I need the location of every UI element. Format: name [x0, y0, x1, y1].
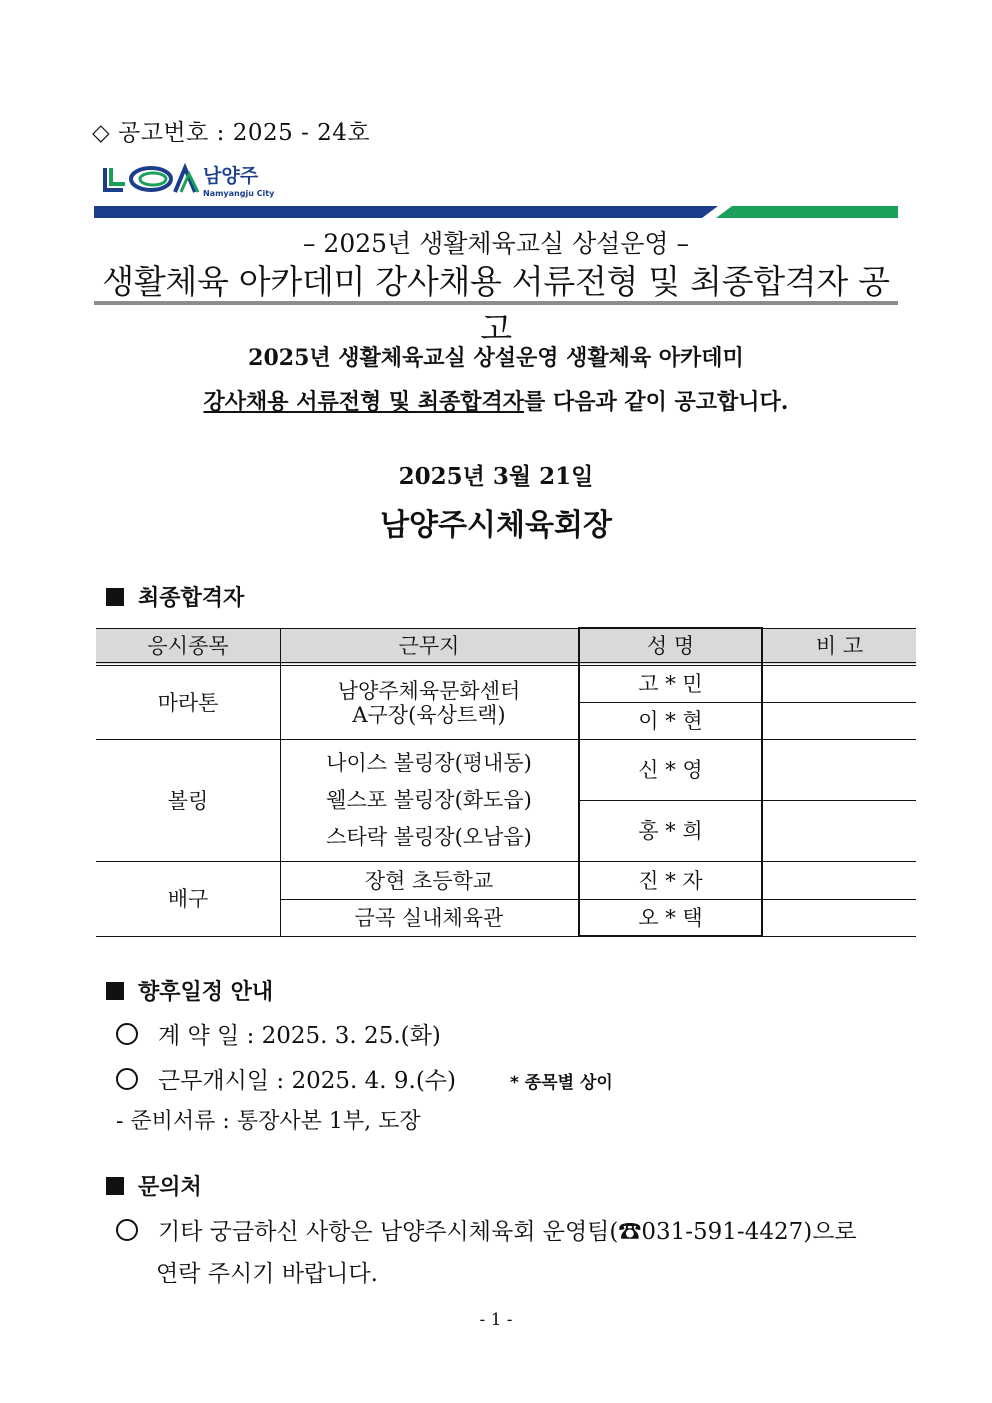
square-bullet-icon [106, 982, 124, 1000]
intro-rest: 를 다음과 같이 공고합니다. [524, 389, 789, 415]
square-bullet-icon [106, 1177, 124, 1195]
sport-cell: 배구 [167, 887, 209, 911]
subtitle: – 2025년 생활체육교실 상설운영 – [302, 229, 690, 258]
sport-cell: 마라톤 [157, 690, 219, 715]
workplace-line: 남양주체육문화센터 [337, 678, 521, 703]
circle-bullet-icon [116, 1023, 138, 1045]
square-bullet-icon [106, 588, 124, 606]
schedule-contract: 계 약 일 : 2025. 3. 25.(화) [116, 1017, 441, 1050]
page-title: 생활체육 아카데미 강사채용 서류전형 및 최종합격자 공고 [102, 262, 890, 348]
contact-line-1: 기타 궁금하신 사항은 남양주시체육회 운영팀(☎031-591-4427)으로 [116, 1213, 857, 1246]
section-schedule [106, 975, 273, 1006]
header-name: 성 명 [646, 634, 695, 658]
workplace-cell: 금곡 실내체육관 [354, 906, 504, 930]
header-workplace: 근무지 [398, 634, 460, 658]
schedule-documents: - 준비서류 : 통장사본 1부, 도장 [116, 1109, 421, 1134]
name-cell: 진 * 자 [638, 868, 703, 893]
organization: 남양주시체육회장 [380, 508, 612, 543]
notice-number: ◇ 공고번호 : 2025 - 24호 [92, 120, 371, 146]
logo-name: 남양주 [203, 165, 259, 187]
section-contact [106, 1170, 202, 1201]
header-remark: 비 고 [815, 634, 864, 658]
section-title: 향후일정 안내 [138, 979, 274, 1005]
workplace-cell [280, 666, 578, 739]
name-cell: 오 * 택 [638, 906, 703, 930]
workplace-line: 스타락 볼링장(오남읍) [326, 825, 532, 849]
name-cell: 신 * 영 [638, 758, 703, 782]
workplace-line: 나이스 볼링장(평내동) [326, 751, 532, 775]
intro-line-2 [94, 385, 898, 416]
intro-line-1: 2025년 생활체육교실 상설운영 생활체육 아카데미 [248, 345, 744, 371]
schedule-start: 근무개시일 : 2025. 4. 9.(수) [116, 1062, 456, 1095]
logo-subtitle: Namyangju City [203, 189, 275, 198]
page-number: - 1 - [479, 1310, 513, 1330]
name-cell: 홍 * 희 [638, 819, 703, 843]
name-cell: 이 * 현 [638, 709, 703, 733]
circle-bullet-icon [116, 1068, 138, 1090]
sport-cell: 볼링 [167, 788, 209, 813]
section-final [106, 581, 244, 612]
section-title: 최종합격자 [138, 585, 245, 611]
workplace-line: 웰스포 볼링장(화도읍) [326, 788, 532, 812]
contact-line-2: 연락 주시기 바랍니다. [156, 1261, 378, 1287]
workplace-line: A구장(육상트랙) [352, 702, 506, 727]
header-sport: 응시종목 [147, 634, 229, 658]
notice-date: 2025년 3월 21일 [398, 463, 594, 490]
header-bar [94, 206, 898, 218]
schedule-note: * 종목별 상이 [510, 1073, 613, 1093]
intro-underlined: 강사채용 서류전형 및 최종합격자 [203, 389, 525, 415]
section-title: 문의처 [138, 1174, 202, 1200]
name-cell: 고 * 민 [638, 672, 703, 696]
title-divider [94, 301, 898, 305]
circle-bullet-icon [116, 1219, 138, 1241]
workplace-cell: 장현 초등학교 [364, 868, 494, 893]
workplace-cell [280, 740, 578, 861]
